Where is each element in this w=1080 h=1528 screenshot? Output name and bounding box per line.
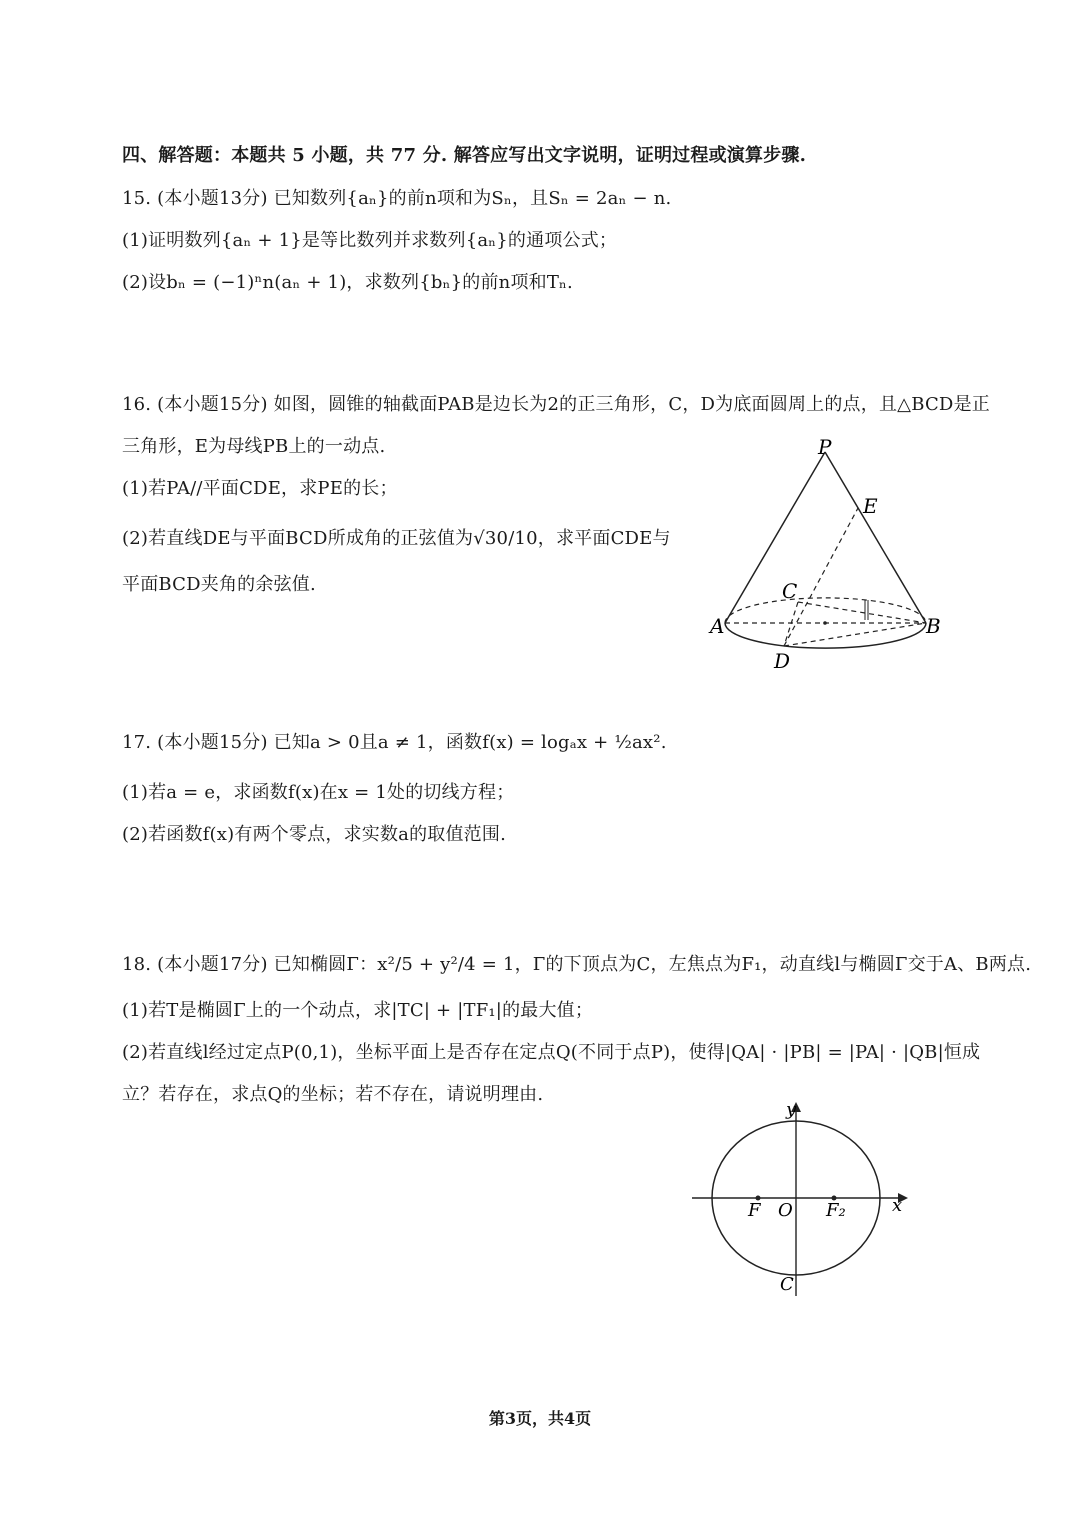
label-o: O [778, 1200, 793, 1221]
q17-part2: (2)若函数f(x)有两个零点，求实数a的取值范围. [122, 824, 507, 845]
q18-part2-cont: 立？若存在，求点Q的坐标；若不存在，请说明理由. [122, 1084, 544, 1105]
q16-stem: 16. (本小题15分) 如图，圆锥的轴截面PAB是边长为2的正三角形，C，D为底面圆周上的点，且△BCD是正 [122, 394, 990, 415]
q15-stem: 15. (本小题13分) 已知数列{aₙ}的前n项和为Sₙ，且Sₙ = 2aₙ − n. [122, 188, 672, 209]
label-c-ellipse: C [780, 1274, 794, 1295]
q16-part2: (2)若直线DE与平面BCD所成角的正弦值为√30/10，求平面CDE与 [122, 528, 671, 549]
q16-part1: (1)若PA//平面CDE，求PE的长； [122, 478, 398, 499]
label-x: x [892, 1195, 903, 1216]
label-y: y [786, 1099, 797, 1120]
q16-stem-cont: 三角形，E为母线PB上的一动点. [122, 436, 386, 457]
q15-part1: (1)证明数列{aₙ + 1}是等比数列并求数列{aₙ}的通项公式； [122, 230, 618, 251]
q18-part1: (1)若T是椭圆Γ上的一个动点，求|TC| + |TF₁|的最大值； [122, 1000, 594, 1021]
label-f2: F₂ [826, 1200, 846, 1221]
q18-part2: (2)若直线l经过定点P(0,1)，坐标平面上是否存在定点Q(不同于点P)，使得|QA| · |PB| = |PA| · |QB|恒成 [122, 1042, 981, 1063]
label-b: B [926, 614, 941, 638]
section-heading: 四、解答题：本题共 5 小题，共 77 分. 解答应写出文字说明，证明过程或演算步骤. [122, 145, 807, 166]
page-footer: 第3页，共4页 [488, 1409, 592, 1428]
q17-stem: 17. (本小题15分) 已知a > 0且a ≠ 1，函数f(x) = logₐx + ½ax². [122, 732, 667, 753]
q16-part2-cont: 平面BCD夹角的余弦值. [122, 574, 316, 595]
cone-figure [700, 430, 960, 680]
ellipse-figure [686, 1098, 916, 1303]
label-f: F [748, 1200, 761, 1221]
label-c: C [782, 579, 798, 603]
q17-part1: (1)若a = e，求函数f(x)在x = 1处的切线方程； [122, 782, 515, 803]
label-d: D [774, 649, 791, 673]
label-a: A [710, 614, 725, 638]
q18-stem: 18. (本小题17分) 已知椭圆Γ：x²/5 + y²/4 = 1，Γ的下顶点为C，左焦点为F₁，动直线l与椭圆Γ交于A、B两点. [122, 954, 1032, 975]
q15-part2: (2)设bₙ = (−1)ⁿn(aₙ + 1)，求数列{bₙ}的前n项和Tₙ. [122, 272, 573, 293]
label-p: P [818, 435, 832, 459]
label-e: E [863, 494, 878, 518]
